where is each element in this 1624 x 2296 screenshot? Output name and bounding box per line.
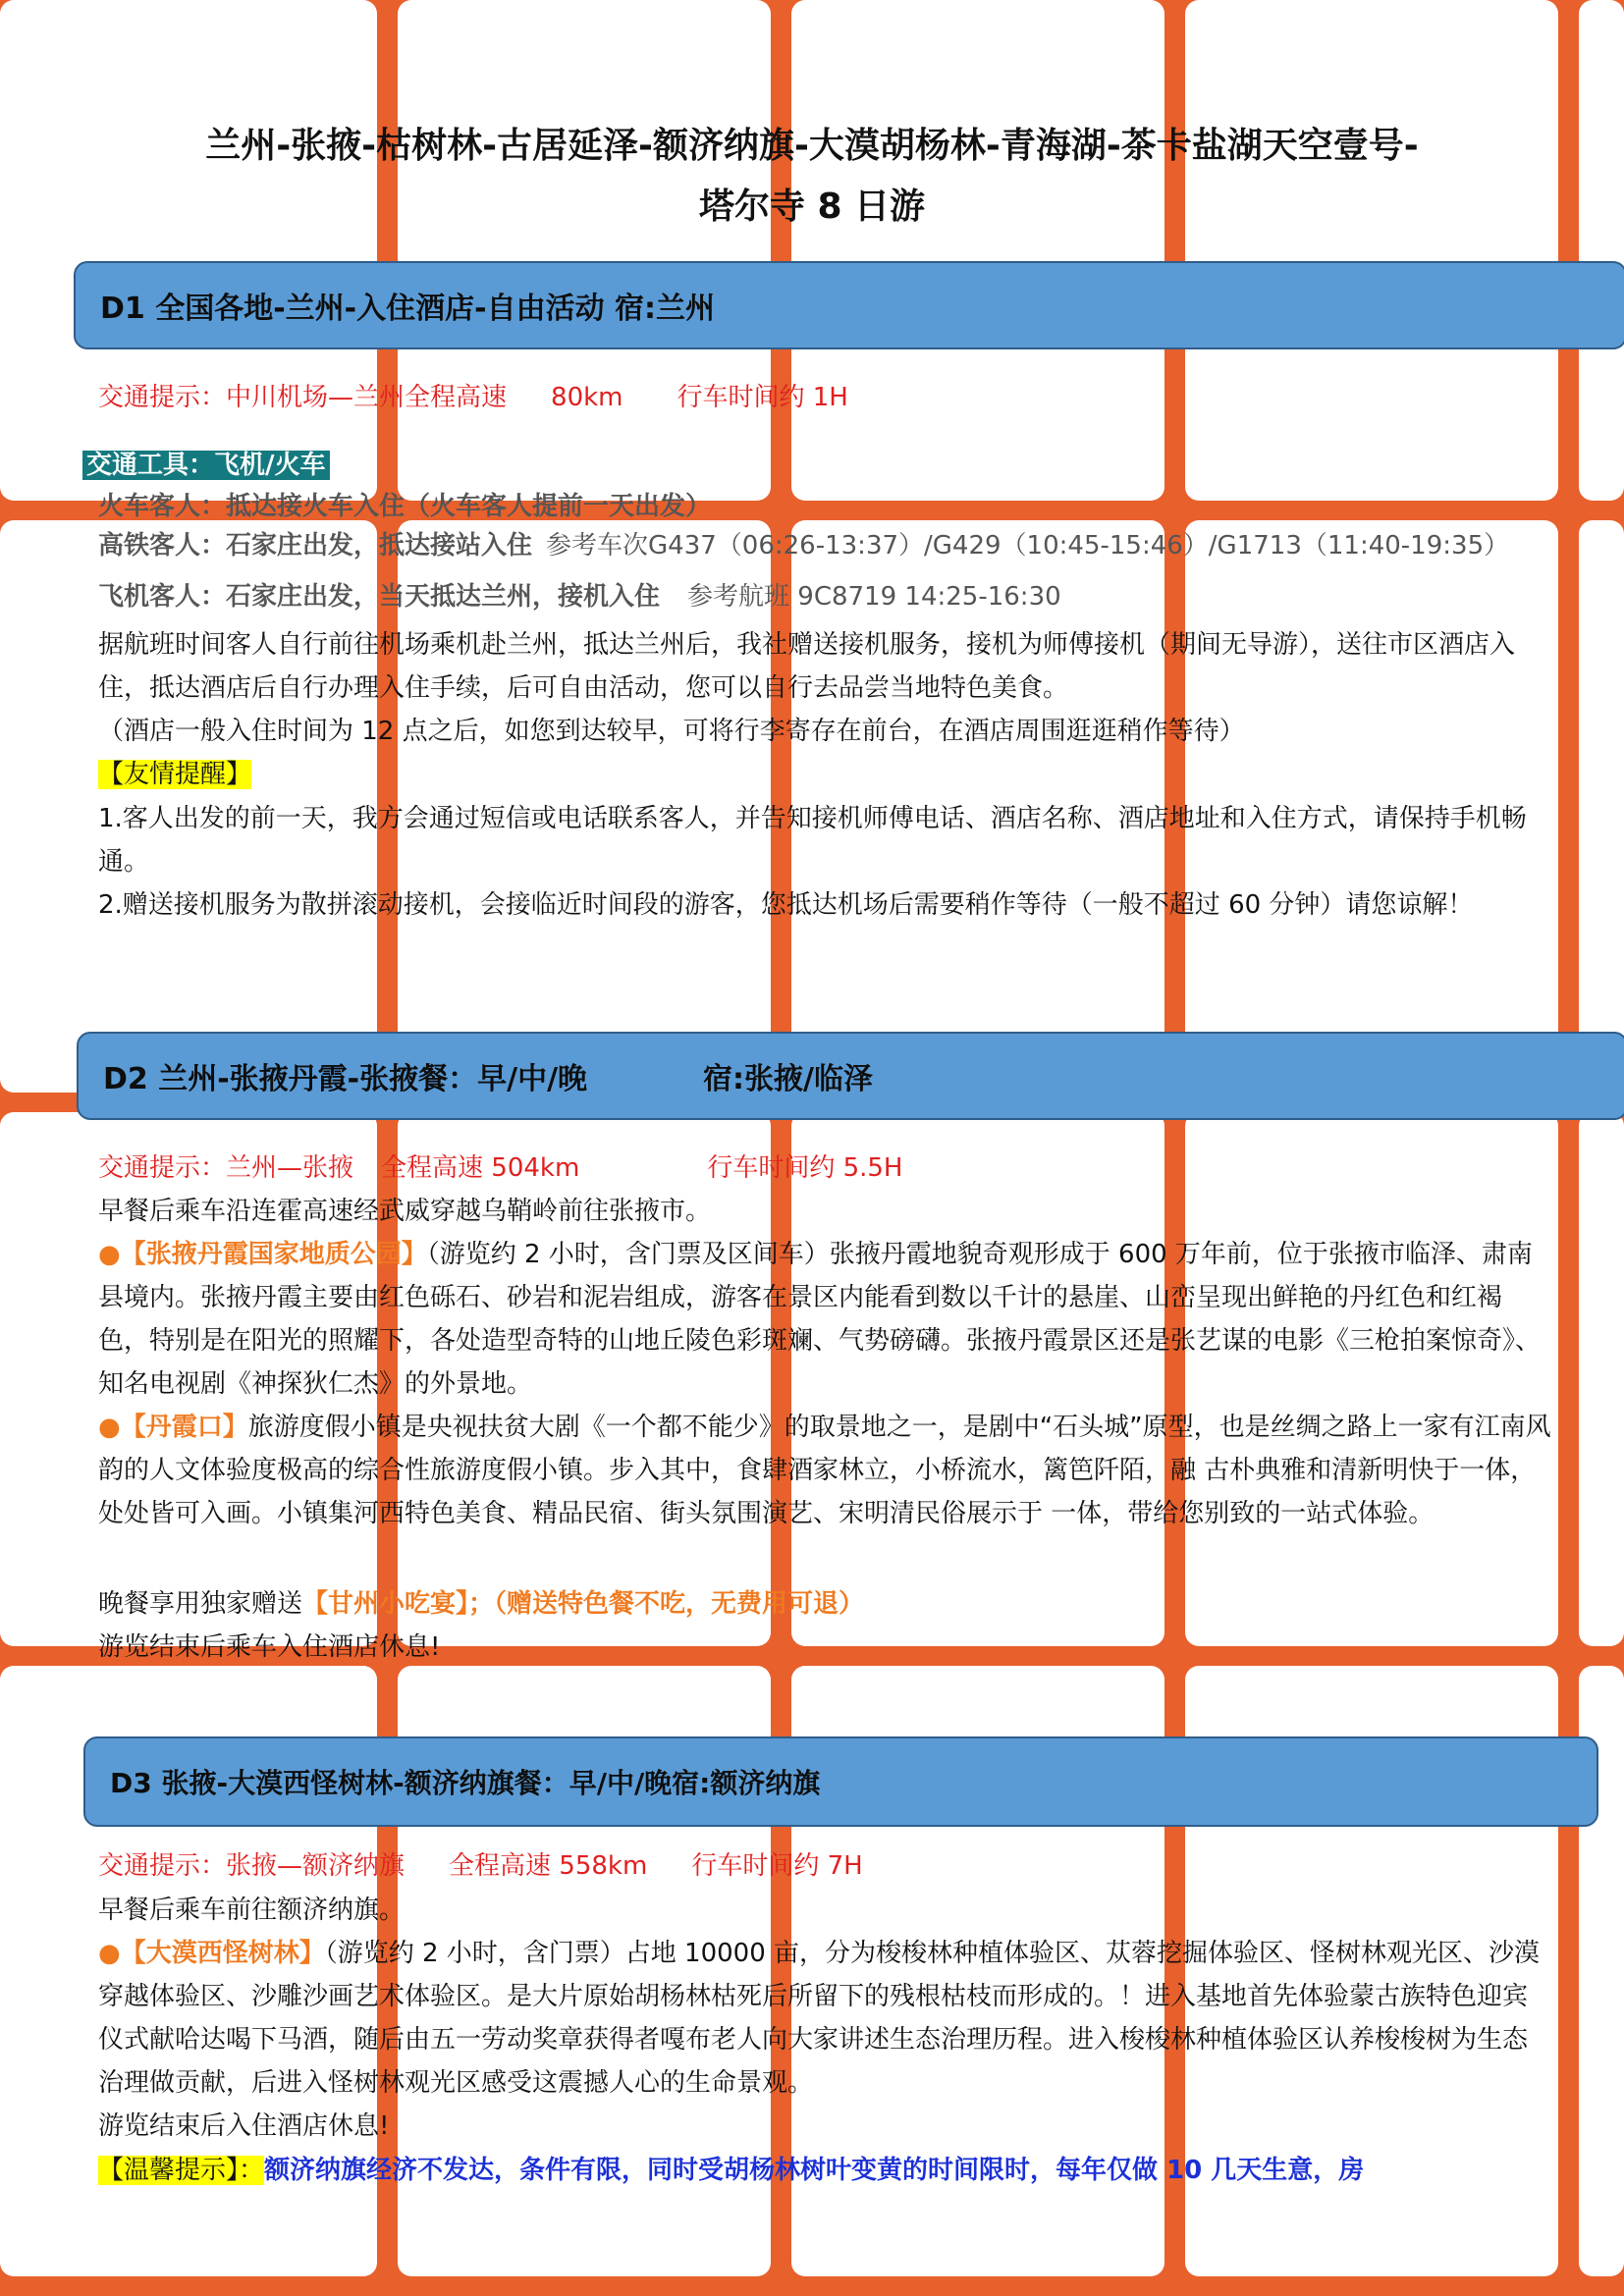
page-title xyxy=(59,116,1565,238)
day1-header-bar xyxy=(74,261,1624,349)
day2-dinner-prefix: 晚餐享用独家赠送 xyxy=(98,1589,303,1619)
day1-header-text: D1 全国各地-兰州-入住酒店-自由活动 宿:兰州 xyxy=(100,292,716,326)
day1-tip-1: 1.客人出发的前一天，我方会通过短信或电话联系客人，并告知接机师傅电话、酒店名称、酒店地址和入住方式，请保持手机畅通。 xyxy=(98,804,1527,877)
day1-hsr-ref: 参考车次G437（06:26-13:37）/G429（10:45-15:46）/G1713（11:40-19:35） xyxy=(546,531,1510,561)
day1-tip-2: 2.赠送接机服务为散拼滚动接机，会接临近时间段的游客，您抵达机场后需要稍作等待（一般不超过 60 分钟）请您谅解！ xyxy=(98,890,1474,920)
day1-traffic-route: 中川机场—兰州全程高速 xyxy=(226,383,508,412)
day1-tip-heading xyxy=(98,753,251,796)
day3-header-bar xyxy=(83,1736,1598,1827)
bullet-icon: ● xyxy=(98,1939,121,1968)
day2-traffic-tip xyxy=(98,1147,902,1190)
day3-warm-text: 额济纳旗经济不发达，条件有限，同时受胡杨林树叶变黄的时间限时，每年仅做 10 几天生意，房 xyxy=(264,2156,1365,2185)
day3-traffic-label: 交通提示： xyxy=(98,1851,227,1881)
day2-traffic-route: 兰州—张掖 xyxy=(226,1153,354,1183)
day1-traffic-time: 行车时间约 1H xyxy=(677,383,848,412)
day2-spot-danxia xyxy=(98,1233,1551,1406)
day2-header-stay: 宿:张掖/临泽 xyxy=(703,1062,874,1096)
day3-traffic-tip xyxy=(98,1844,863,1888)
day2-spot1-text: （游览约 2 小时，含门票及区间车）张掖丹霞地貌奇观形成于 600 万年前，位于张掖市临泽、肃南县境内。张掖丹霞主要由红色砾石、砂岩和泥岩组成，游客在景区内能看到数以千计的悬崖、山峦呈现出鲜艳的丹红色和红褐色，特别是在阳光的照耀下，各处造型奇特的山地丘陵色彩斑斓、气势磅礴。张掖丹霞景区还是张艺谋的电影《三枪拍案惊奇》、知名电视剧《神探狄仁杰》的外景地。 xyxy=(98,1240,1542,1399)
day3-intro: 早餐后乘车前往额济纳旗。 xyxy=(98,1896,406,1925)
bullet-icon: ● xyxy=(98,1240,121,1269)
day2-end: 游览结束后乘车入住酒店休息! xyxy=(98,1632,441,1662)
day3-spot1-text: （游览约 2 小时，含门票）占地 10000 亩，分为梭梭林种植体验区、苁蓉挖掘体验区、怪树林观光区、沙漠穿越体验区、沙雕沙画艺术体验区。是大片原始胡杨林枯死后所留下的残根枯枝而形成的。！进入基地首先体验蒙古族特色迎宾仪式献哈达喝下马酒，随后由五一劳动奖章获得者嘎布老人向大家讲述生态治理历程。进入梭梭林种植体验区认养梭梭树为生态治理做贡献，后进入怪树林观光区感受这震撼人心的生命景观。 xyxy=(98,1939,1541,2098)
day3-header-text: D3 张掖-大漠西怪树林-额济纳旗餐：早/中/晚宿:额济纳旗 xyxy=(110,1767,821,1799)
day1-traffic-tip xyxy=(98,376,848,419)
day3-end: 游览结束后入住酒店休息! xyxy=(98,2111,390,2141)
day3-spot-guaishulin xyxy=(98,1932,1551,2105)
day2-spot2-text: 旅游度假小镇是央视扶贫大剧《一个都不能少》的取景地之一，是剧中“石头城”原型，也是丝绸之路上一家有江南风韵的人文体验度极高的综合性旅游度假小镇。步入其中，食肆酒家林立，小桥流水，篱笆阡陌，融 古朴典雅和清新明快于一体，处处皆可入画。小镇集河西特色美食、精品民宿、街头氛围演艺、宋明清民俗展示于 一体，带给您别致的一站式体验。 xyxy=(98,1413,1551,1528)
day3-warm-label: 【温馨提示】： xyxy=(98,2156,265,2185)
day2-spot-danxiakou xyxy=(98,1406,1551,1535)
day2-traffic-distance: 全程高速 504km xyxy=(381,1153,580,1183)
day2-intro: 早餐后乘车沿连霍高速经武威穿越乌鞘岭前往张掖市。 xyxy=(98,1197,712,1226)
day3-spot1-name: 【大漠西怪树林】 xyxy=(120,1939,325,1968)
day3-traffic-route: 张掖—额济纳旗 xyxy=(226,1851,406,1881)
bullet-icon: ● xyxy=(98,1413,121,1442)
day3-traffic-distance: 全程高速 558km xyxy=(449,1851,648,1881)
day1-traffic-label: 交通提示： xyxy=(98,383,227,412)
day1-hsr-label: 高铁客人：石家庄出发，抵达接站入住 xyxy=(98,531,533,561)
title-line-2: 塔尔寺 8 日游 xyxy=(698,187,926,227)
day1-hsr-line xyxy=(98,524,1509,567)
day1-traffic-distance: 80km xyxy=(551,383,623,412)
day1-plane-ref: 参考航班 9C8719 14:25-16:30 xyxy=(687,582,1061,612)
day1-tools xyxy=(82,444,330,487)
day1-train-line: 火车客人：抵达接火车入住（火车客人提前一天出发） xyxy=(98,492,712,521)
day3-traffic-time: 行车时间约 7H xyxy=(691,1851,863,1881)
day2-header-bar xyxy=(77,1032,1624,1120)
day2-traffic-time: 行车时间约 5.5H xyxy=(707,1153,903,1183)
day1-plane-label: 飞机客人：石家庄出发，当天抵达兰州，接机入住 xyxy=(98,582,661,612)
day2-traffic-label: 交通提示： xyxy=(98,1153,227,1183)
day3-warm-tip xyxy=(98,2149,1551,2192)
day1-tools-label: 交通工具：飞机/火车 xyxy=(82,451,330,480)
day2-spot2-name: 【丹霞口】 xyxy=(120,1413,248,1442)
day1-plane-line xyxy=(98,575,1061,618)
day1-tip-label: 【友情提醒】 xyxy=(98,760,252,789)
day2-dinner-highlight: 【甘州小吃宴】；（赠送特色餐不吃，无费用可退） xyxy=(302,1589,865,1619)
title-line-1: 兰州-张掖-枯树林-古居延泽-额济纳旗-大漠胡杨林-青海湖-茶卡盐湖天空壹号- xyxy=(205,126,1419,166)
day2-spot1-name: 【张掖丹霞国家地质公园】 xyxy=(120,1240,427,1269)
day1-description: 据航班时间客人自行前往机场乘机赴兰州，抵达兰州后，我社赠送接机服务，接机为师傅接机（期间无导游），送往市区酒店入住，抵达酒店后自行办理入住手续，后可自由活动，您可以自行去品尝当地特色美食。 xyxy=(98,630,1516,703)
day2-header-text: D2 兰州-张掖丹霞-张掖餐：早/中/晚 xyxy=(103,1062,588,1096)
day1-checkin-note: （酒店一般入住时间为 12 点之后，如您到达较早，可将行李寄存在前台，在酒店周围逛逛稍作等待） xyxy=(98,717,1245,746)
day2-dinner xyxy=(98,1582,864,1626)
